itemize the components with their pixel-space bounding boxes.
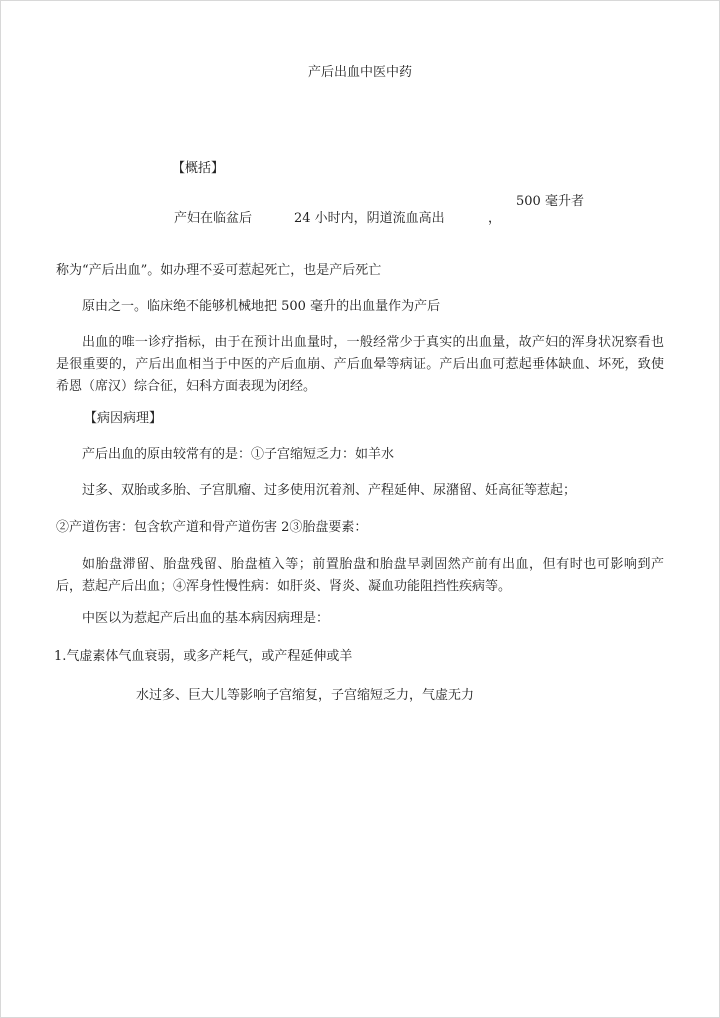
- pathology-line7: 水过多、巨大儿等影响子宫缩复，子宫缩短乏力，气虚无力: [136, 688, 475, 703]
- pathology-line1: 产后出血的原由较常有的是：①子宫缩短乏力：如羊水: [82, 447, 395, 462]
- pathology-line6: 1.气虚素体气血衰弱，或多产耗气，或产程延伸或羊: [54, 649, 353, 664]
- heading-overview: 【概括】: [172, 161, 225, 176]
- overview-line1-a: 产妇在临盆后: [174, 211, 253, 226]
- document-title: 产后出血中医中药: [307, 65, 412, 80]
- overview-paragraph: 出血的唯一诊疗指标，由于在预计出血量时，一般经常少于真实的出血量，故产妇的浑身状况察看也是很重要的，产后出血相当于中医的产后血崩、产后血晕等病证。产后出血可惹起垂体缺血、坏死，致使希恩（席汉）综合征，妇科方面表现为闭经。: [56, 335, 664, 394]
- overview-amount: 500 毫升者: [516, 194, 584, 209]
- pathology-line2: 过多、双胎或多胎、子宫肌瘤、过多使用沉着剂、产程延伸、尿潴留、妊高征等惹起；: [82, 483, 577, 498]
- pathology-line3: ②产道伤害：包含软产道和骨产道伤害 2③胎盘要素：: [56, 520, 368, 535]
- overview-line1-comma: ，: [488, 211, 502, 226]
- overview-line2: 称为“产后出血”。如办理不妥可惹起死亡，也是产后死亡: [56, 263, 382, 278]
- pathology-paragraph: 如胎盘滞留、胎盘残留、胎盘植入等；前置胎盘和胎盘早剥固然产前有出血，但有时也可影响到产后，惹起产后出血；④浑身性慢性病：如肝炎、肾炎、凝血功能阻挡性疾病等。: [56, 557, 664, 594]
- pathology-line5: 中医以为惹起产后出血的基本病因病理是：: [82, 611, 330, 626]
- overview-line1-b: 24 小时内，阴道流血高出: [294, 211, 445, 226]
- overview-line3: 原由之一。临床绝不能够机械地把 500 毫升的出血量作为产后: [82, 299, 441, 314]
- heading-pathology: 【病因病理】: [84, 411, 163, 426]
